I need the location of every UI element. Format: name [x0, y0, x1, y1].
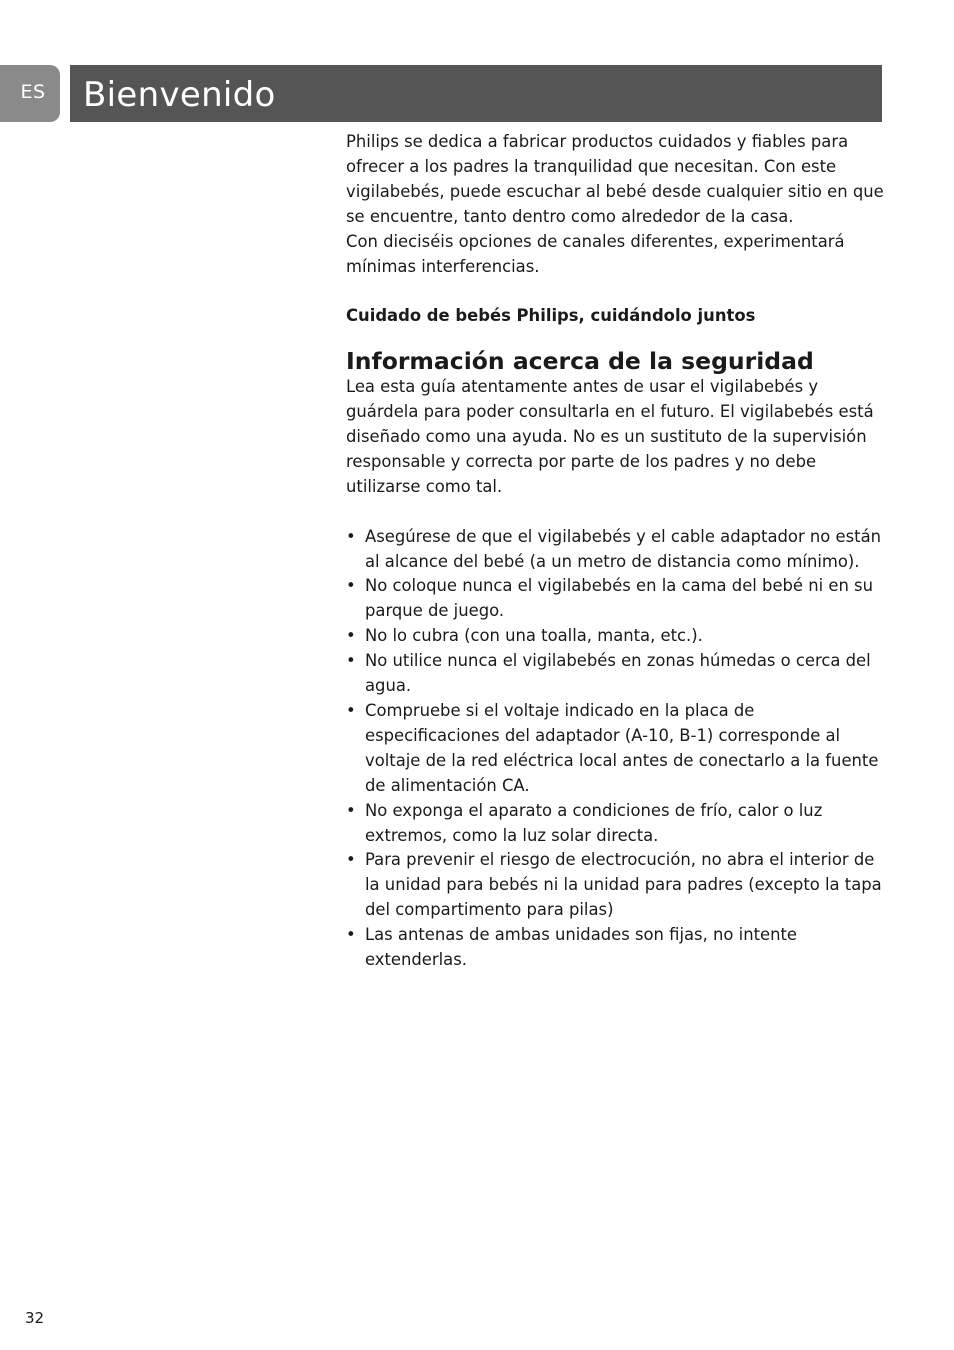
list-item-text: No exponga el aparato a condiciones de frío, calor o luz extremos, como la luz solar directa. [365, 800, 823, 845]
title-bar [70, 65, 882, 122]
language-code: ES [20, 81, 46, 103]
list-item-text: No lo cubra (con una toalla, manta, etc.). [365, 626, 703, 646]
bullet-icon: • [346, 526, 356, 546]
list-item [346, 574, 886, 624]
list-item [346, 649, 886, 699]
list-item [346, 525, 886, 575]
bullet-icon: • [346, 800, 356, 820]
intro-paragraph-channels: Con dieciséis opciones de canales diferentes, experimentará mínimas interferencias. [346, 231, 845, 276]
tagline: Cuidado de bebés Philips, cuidándolo juntos [346, 306, 756, 326]
list-item-text: No utilice nunca el vigilabebés en zonas húmedas o cerca del agua. [365, 651, 871, 696]
list-item-text: No coloque nunca el vigilabebés en la cama del bebé ni en su parque de juego. [365, 576, 873, 621]
main-content [346, 130, 886, 973]
bullet-icon: • [346, 925, 356, 945]
list-item [346, 848, 886, 923]
list-item [346, 799, 886, 849]
list-item-text: Las antenas de ambas unidades son fijas, no intente extenderlas. [365, 925, 797, 970]
list-item [346, 624, 886, 649]
safety-list [346, 525, 886, 973]
bullet-icon: • [346, 576, 356, 596]
list-item-text: Asegúrese de que el vigilabebés y el cable adaptador no están al alcance del bebé (a un metro de distancia como mínimo). [365, 526, 882, 571]
safety-heading: Información acerca de la seguridad [346, 347, 814, 376]
page-number: 32 [25, 1309, 45, 1327]
list-item-text: Compruebe si el voltaje indicado en la placa de especificaciones del adaptador (A-10, B-1) corresponde al voltaje de la red eléctrica local antes de conectarlo a la fuente de alimentación CA. [365, 701, 879, 795]
language-tab [0, 65, 60, 122]
list-item [346, 699, 886, 799]
spacer [346, 279, 886, 304]
page-title: Bienvenido [83, 75, 276, 115]
bullet-icon: • [346, 701, 356, 720]
list-item [346, 923, 886, 973]
safety-intro: Lea esta guía atentamente antes de usar el vigilabebés y guárdela para poder consultarla en el futuro. El vigilabebés está diseñado como una ayuda. No es un sustituto de la supervisión responsable y correcta por parte de los padres y no debe utilizarse como tal. [346, 377, 874, 496]
bullet-icon: • [346, 850, 356, 870]
list-item-text: Para prevenir el riesgo de electrocución, no abra el interior de la unidad para bebés ni la unidad para padres (excepto la tapa del compartimento para pilas) [365, 850, 882, 920]
bullet-icon: • [346, 626, 356, 646]
spacer [346, 500, 886, 525]
bullet-icon: • [346, 651, 356, 671]
intro-paragraph: Philips se dedica a fabricar productos cuidados y fiables para ofrecer a los padres la tranquilidad que necesitan. Con este vigilabebés, puede escuchar al bebé desde cualquier sitio en que se encuentre, tanto dentro como alrededor de la casa. [346, 132, 884, 226]
